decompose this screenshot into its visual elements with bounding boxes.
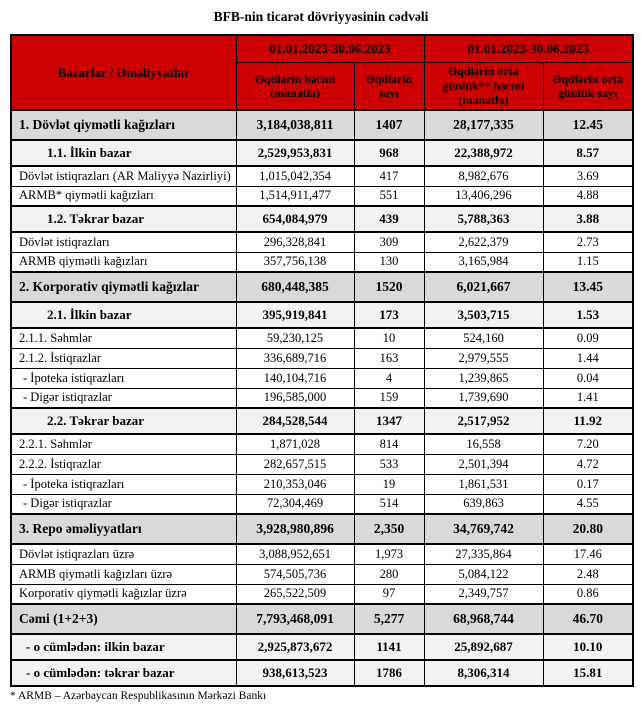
row-value: 1,739,690	[424, 388, 543, 408]
row-label: 2.1. İlkin bazar	[11, 302, 236, 328]
row-label: 2.2.1. Səhmlər	[11, 434, 236, 454]
row-value: 654,084,979	[236, 206, 354, 232]
table-row	[11, 584, 633, 604]
table-header	[11, 35, 633, 110]
table-row	[11, 272, 633, 302]
row-label: - Digər istiqrazlar	[11, 494, 236, 514]
column-header-deal-count: Əqdlərin sayı	[354, 63, 424, 111]
row-value: 10	[354, 328, 424, 348]
row-label: Korporativ qiymətli kağızlar üzrə	[11, 584, 236, 604]
column-group-period-1: 01.01.2023-30.06.2023	[236, 35, 424, 63]
row-value: 296,328,841	[236, 232, 354, 252]
row-value: 8.57	[543, 140, 633, 166]
row-value: 2,350	[354, 514, 424, 544]
row-label: - İpoteka istiqrazları	[11, 474, 236, 494]
row-value: 196,585,000	[236, 388, 354, 408]
row-value: 4.88	[543, 186, 633, 206]
row-value: 1.41	[543, 388, 633, 408]
row-value: 210,353,046	[236, 474, 354, 494]
row-value: 13,406,296	[424, 186, 543, 206]
row-value: 2,979,555	[424, 348, 543, 368]
column-header-deal-volume: Əqdlərin həcmi (manatla)	[236, 63, 354, 111]
table-row	[11, 544, 633, 564]
row-value: 1,514,911,477	[236, 186, 354, 206]
row-value: 0.09	[543, 328, 633, 348]
row-value: 2.48	[543, 564, 633, 584]
row-value: 12.45	[543, 110, 633, 140]
row-value: 2,349,757	[424, 584, 543, 604]
row-value: 284,528,544	[236, 408, 354, 434]
row-value: 336,689,716	[236, 348, 354, 368]
row-label: 2.1.2. İstiqrazlar	[11, 348, 236, 368]
row-value: 11.92	[543, 408, 633, 434]
row-value: 6,021,667	[424, 272, 543, 302]
row-label: 1.1. İlkin bazar	[11, 140, 236, 166]
table-row	[11, 660, 633, 686]
row-value: 3,928,980,896	[236, 514, 354, 544]
row-value: 417	[354, 166, 424, 186]
row-value: 13.45	[543, 272, 633, 302]
table-row	[11, 634, 633, 660]
row-label: Dövlət istiqrazları (AR Maliyyə Nazirliyi)	[11, 166, 236, 186]
row-value: 814	[354, 434, 424, 454]
row-value: 159	[354, 388, 424, 408]
row-value: 0.17	[543, 474, 633, 494]
row-value: 20.80	[543, 514, 633, 544]
table-row	[11, 408, 633, 434]
table-row	[11, 166, 633, 186]
row-label: Dövlət istiqrazları	[11, 232, 236, 252]
row-value: 163	[354, 348, 424, 368]
row-label: Dövlət istiqrazları üzrə	[11, 544, 236, 564]
row-label: 2.1.1. Səhmlər	[11, 328, 236, 348]
row-label: 1.2. Təkrar bazar	[11, 206, 236, 232]
row-value: 5,084,122	[424, 564, 543, 584]
page-title: BFB-nin ticarət dövriyyəsinin cədvəli	[213, 9, 429, 24]
row-value: 968	[354, 140, 424, 166]
row-value: 5,277	[354, 604, 424, 634]
row-value: 0.86	[543, 584, 633, 604]
row-value: 46.70	[543, 604, 633, 634]
row-label: 3. Repo əməliyyatları	[11, 514, 236, 544]
table-row	[11, 514, 633, 544]
row-value: 938,613,523	[236, 660, 354, 686]
row-value: 1407	[354, 110, 424, 140]
table-row	[11, 206, 633, 232]
row-value: 25,892,687	[424, 634, 543, 660]
row-value: 1520	[354, 272, 424, 302]
footnote: * ARMB – Azərbaycan Respublikasının Mərkəzi Bankı	[10, 690, 267, 702]
row-value: 514	[354, 494, 424, 514]
row-value: 4	[354, 368, 424, 388]
row-value: 2,925,873,672	[236, 634, 354, 660]
table-row	[11, 454, 633, 474]
row-value: 395,919,841	[236, 302, 354, 328]
row-label: - o cümlədən: təkrar bazar	[11, 660, 236, 686]
row-value: 68,968,744	[424, 604, 543, 634]
table-row	[11, 140, 633, 166]
row-value: 72,304,469	[236, 494, 354, 514]
row-value: 1,239,865	[424, 368, 543, 388]
column-group-period-2: 01.01.2023-30.06.2023	[424, 35, 633, 63]
table-row	[11, 604, 633, 634]
row-value: 3,503,715	[424, 302, 543, 328]
row-label: 2. Korporativ qiymətli kağızlar	[11, 272, 236, 302]
row-value: 574,505,736	[236, 564, 354, 584]
column-header-avg-daily-volume: Əqdlərin orta günlük** həcmi (manatla)	[424, 63, 543, 111]
row-value: 4.72	[543, 454, 633, 474]
row-label: ARMB qiymətli kağızları üzrə	[11, 564, 236, 584]
row-value: 551	[354, 186, 424, 206]
row-value: 130	[354, 252, 424, 272]
row-value: 2,622,379	[424, 232, 543, 252]
row-value: 282,657,515	[236, 454, 354, 474]
row-label: ARMB qiymətli kağızları	[11, 252, 236, 272]
row-label: - İpoteka istiqrazları	[11, 368, 236, 388]
header-row-periods	[11, 35, 633, 63]
table-row	[11, 368, 633, 388]
row-value: 97	[354, 584, 424, 604]
row-value: 3,088,952,651	[236, 544, 354, 564]
row-value: 309	[354, 232, 424, 252]
row-value: 34,769,742	[424, 514, 543, 544]
row-value: 1,015,042,354	[236, 166, 354, 186]
row-value: 3,184,038,811	[236, 110, 354, 140]
row-label: - o cümlədən: ilkin bazar	[11, 634, 236, 660]
row-value: 3.88	[543, 206, 633, 232]
row-label: ARMB* qiymətli kağızları	[11, 186, 236, 206]
row-value: 19	[354, 474, 424, 494]
row-value: 173	[354, 302, 424, 328]
row-value: 17.46	[543, 544, 633, 564]
row-value: 1786	[354, 660, 424, 686]
table-row	[11, 434, 633, 454]
row-value: 2.73	[543, 232, 633, 252]
row-value: 8,306,314	[424, 660, 543, 686]
row-value: 7,793,468,091	[236, 604, 354, 634]
row-value: 8,982,676	[424, 166, 543, 186]
table-row	[11, 328, 633, 348]
table-body	[11, 110, 633, 686]
row-value: 4.55	[543, 494, 633, 514]
table-row	[11, 232, 633, 252]
row-value: 22,388,972	[424, 140, 543, 166]
row-value: 3.69	[543, 166, 633, 186]
row-value: 1,973	[354, 544, 424, 564]
row-value: 1347	[354, 408, 424, 434]
table-row	[11, 348, 633, 368]
row-value: 1141	[354, 634, 424, 660]
row-value: 15.81	[543, 660, 633, 686]
row-value: 533	[354, 454, 424, 474]
row-value: 7.20	[543, 434, 633, 454]
table-row	[11, 302, 633, 328]
row-value: 16,558	[424, 434, 543, 454]
table-row	[11, 474, 633, 494]
row-value: 3,165,984	[424, 252, 543, 272]
table-row	[11, 388, 633, 408]
row-value: 1.15	[543, 252, 633, 272]
row-value: 27,335,864	[424, 544, 543, 564]
trading-turnover-table	[10, 34, 634, 687]
row-value: 1.53	[543, 302, 633, 328]
row-value: 524,160	[424, 328, 543, 348]
row-value: 680,448,385	[236, 272, 354, 302]
table-row	[11, 564, 633, 584]
row-label: 2.2. Təkrar bazar	[11, 408, 236, 434]
table-row	[11, 186, 633, 206]
row-value: 1,871,028	[236, 434, 354, 454]
row-value: 59,230,125	[236, 328, 354, 348]
row-value: 2,517,952	[424, 408, 543, 434]
row-value: 280	[354, 564, 424, 584]
table-row	[11, 110, 633, 140]
column-header-markets-operations: Bazarlar / Əməliyyatlar	[11, 35, 236, 110]
row-value: 1,861,531	[424, 474, 543, 494]
row-value: 28,177,335	[424, 110, 543, 140]
row-value: 439	[354, 206, 424, 232]
row-label: 2.2.2. İstiqrazlar	[11, 454, 236, 474]
row-value: 357,756,138	[236, 252, 354, 272]
row-label: Cəmi (1+2+3)	[11, 604, 236, 634]
row-label: 1. Dövlət qiymətli kağızları	[11, 110, 236, 140]
row-value: 2,501,394	[424, 454, 543, 474]
row-value: 1.44	[543, 348, 633, 368]
row-value: 0.04	[543, 368, 633, 388]
row-value: 10.10	[543, 634, 633, 660]
row-label: - Digər istiqrazlar	[11, 388, 236, 408]
row-value: 5,788,363	[424, 206, 543, 232]
column-header-avg-daily-count: Əqdlərin orta günlük sayı	[543, 63, 633, 111]
row-value: 639,863	[424, 494, 543, 514]
row-value: 2,529,953,831	[236, 140, 354, 166]
row-value: 265,522,509	[236, 584, 354, 604]
table-row	[11, 494, 633, 514]
table-row	[11, 252, 633, 272]
row-value: 140,104,716	[236, 368, 354, 388]
